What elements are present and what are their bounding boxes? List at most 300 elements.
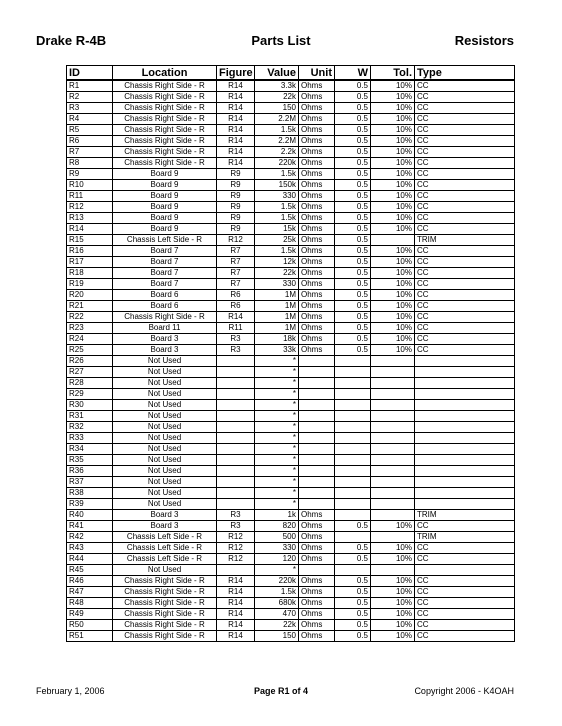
table-row	[67, 510, 515, 521]
cell-figure: R7	[217, 257, 255, 268]
cell-value: 22k	[255, 268, 299, 279]
cell-unit	[299, 466, 335, 477]
cell-w: 0.5	[335, 224, 371, 235]
cell-w: 0.5	[335, 180, 371, 191]
cell-location: Chassis Right Side - R	[113, 92, 217, 103]
cell-type	[415, 466, 515, 477]
cell-tol: 10%	[371, 246, 415, 257]
cell-tol	[371, 367, 415, 378]
cell-figure: R11	[217, 323, 255, 334]
table-row	[67, 147, 515, 158]
cell-id: R46	[67, 576, 113, 587]
cell-type	[415, 444, 515, 455]
cell-value: 12k	[255, 257, 299, 268]
cell-tol	[371, 488, 415, 499]
cell-location: Not Used	[113, 455, 217, 466]
table-row	[67, 433, 515, 444]
cell-figure: R12	[217, 554, 255, 565]
cell-type: CC	[415, 620, 515, 631]
cell-w: 0.5	[335, 136, 371, 147]
cell-location: Board 7	[113, 257, 217, 268]
cell-location: Not Used	[113, 488, 217, 499]
table-row	[67, 455, 515, 466]
cell-location: Not Used	[113, 400, 217, 411]
cell-unit: Ohms	[299, 169, 335, 180]
table-row	[67, 92, 515, 103]
cell-id: R10	[67, 180, 113, 191]
cell-figure	[217, 444, 255, 455]
cell-type: CC	[415, 191, 515, 202]
table-row	[67, 532, 515, 543]
cell-tol: 10%	[371, 279, 415, 290]
cell-unit: Ohms	[299, 312, 335, 323]
cell-id: R35	[67, 455, 113, 466]
cell-location: Board 11	[113, 323, 217, 334]
cell-type	[415, 400, 515, 411]
cell-type: CC	[415, 158, 515, 169]
cell-tol: 10%	[371, 268, 415, 279]
cell-id: R32	[67, 422, 113, 433]
table-row	[67, 543, 515, 554]
cell-type: CC	[415, 521, 515, 532]
cell-figure: R14	[217, 631, 255, 642]
cell-type	[415, 411, 515, 422]
cell-figure	[217, 565, 255, 576]
cell-location: Chassis Right Side - R	[113, 598, 217, 609]
table-row	[67, 103, 515, 114]
cell-w	[335, 433, 371, 444]
cell-location: Board 3	[113, 521, 217, 532]
cell-location: Chassis Right Side - R	[113, 80, 217, 92]
table-row	[67, 389, 515, 400]
cell-tol	[371, 532, 415, 543]
cell-location: Not Used	[113, 389, 217, 400]
cell-figure: R14	[217, 620, 255, 631]
cell-figure: R14	[217, 136, 255, 147]
cell-value: 2.2M	[255, 136, 299, 147]
cell-tol: 10%	[371, 609, 415, 620]
table-row	[67, 323, 515, 334]
cell-id: R20	[67, 290, 113, 301]
cell-value: *	[255, 411, 299, 422]
cell-w: 0.5	[335, 521, 371, 532]
cell-type: CC	[415, 543, 515, 554]
cell-id: R4	[67, 114, 113, 125]
cell-value: 500	[255, 532, 299, 543]
cell-unit: Ohms	[299, 510, 335, 521]
cell-value: 1M	[255, 312, 299, 323]
cell-unit: Ohms	[299, 631, 335, 642]
cell-id: R15	[67, 235, 113, 246]
cell-location: Not Used	[113, 356, 217, 367]
col-header-tol: Tol.	[371, 66, 415, 81]
cell-unit: Ohms	[299, 246, 335, 257]
cell-w	[335, 466, 371, 477]
table-header-row	[67, 66, 515, 81]
cell-location: Board 3	[113, 334, 217, 345]
cell-w	[335, 499, 371, 510]
cell-w	[335, 422, 371, 433]
cell-location: Not Used	[113, 411, 217, 422]
cell-figure: R14	[217, 80, 255, 92]
cell-w: 0.5	[335, 158, 371, 169]
cell-unit	[299, 455, 335, 466]
cell-value: 330	[255, 191, 299, 202]
cell-tol	[371, 235, 415, 246]
cell-location: Not Used	[113, 466, 217, 477]
cell-type: CC	[415, 345, 515, 356]
cell-unit: Ohms	[299, 114, 335, 125]
cell-type	[415, 455, 515, 466]
cell-tol	[371, 444, 415, 455]
col-header-w: W	[335, 66, 371, 81]
cell-figure: R14	[217, 92, 255, 103]
cell-type: CC	[415, 136, 515, 147]
table-row	[67, 180, 515, 191]
cell-id: R19	[67, 279, 113, 290]
cell-value: 1M	[255, 301, 299, 312]
cell-location: Chassis Right Side - R	[113, 587, 217, 598]
cell-figure: R9	[217, 224, 255, 235]
cell-figure	[217, 356, 255, 367]
cell-id: R3	[67, 103, 113, 114]
cell-value: 120	[255, 554, 299, 565]
cell-unit	[299, 389, 335, 400]
cell-unit: Ohms	[299, 257, 335, 268]
table-row	[67, 279, 515, 290]
cell-value: 680k	[255, 598, 299, 609]
cell-unit: Ohms	[299, 125, 335, 136]
cell-unit	[299, 422, 335, 433]
document-title: Drake R-4B	[36, 33, 107, 48]
cell-figure: R12	[217, 532, 255, 543]
cell-w	[335, 378, 371, 389]
cell-id: R33	[67, 433, 113, 444]
cell-value: 150	[255, 103, 299, 114]
cell-figure: R6	[217, 290, 255, 301]
cell-w: 0.5	[335, 543, 371, 554]
cell-location: Not Used	[113, 444, 217, 455]
cell-id: R47	[67, 587, 113, 598]
cell-value: 18k	[255, 334, 299, 345]
cell-figure: R14	[217, 587, 255, 598]
cell-value: *	[255, 455, 299, 466]
cell-figure: R14	[217, 114, 255, 125]
cell-id: R21	[67, 301, 113, 312]
cell-unit	[299, 499, 335, 510]
cell-type: TRIM	[415, 235, 515, 246]
cell-unit: Ohms	[299, 620, 335, 631]
cell-figure	[217, 433, 255, 444]
section-title: Resistors	[454, 33, 514, 48]
cell-unit: Ohms	[299, 158, 335, 169]
footer-date: February 1, 2006	[36, 686, 105, 696]
cell-figure: R9	[217, 180, 255, 191]
cell-unit: Ohms	[299, 532, 335, 543]
cell-location: Board 9	[113, 202, 217, 213]
cell-w: 0.5	[335, 312, 371, 323]
cell-id: R23	[67, 323, 113, 334]
cell-type: CC	[415, 80, 515, 92]
table-row	[67, 598, 515, 609]
cell-id: R2	[67, 92, 113, 103]
cell-w: 0.5	[335, 80, 371, 92]
cell-unit: Ohms	[299, 543, 335, 554]
cell-value: 15k	[255, 224, 299, 235]
cell-id: R14	[67, 224, 113, 235]
cell-type	[415, 422, 515, 433]
cell-w: 0.5	[335, 169, 371, 180]
cell-value: 220k	[255, 158, 299, 169]
cell-id: R8	[67, 158, 113, 169]
table-row	[67, 125, 515, 136]
cell-id: R40	[67, 510, 113, 521]
table-row	[67, 345, 515, 356]
col-header-unit: Unit	[299, 66, 335, 81]
table-row	[67, 224, 515, 235]
cell-location: Board 3	[113, 510, 217, 521]
cell-location: Chassis Left Side - R	[113, 543, 217, 554]
table-row	[67, 422, 515, 433]
cell-value: 1.5k	[255, 213, 299, 224]
col-header-value: Value	[255, 66, 299, 81]
cell-tol: 10%	[371, 631, 415, 642]
table-row	[67, 257, 515, 268]
cell-id: R50	[67, 620, 113, 631]
cell-id: R26	[67, 356, 113, 367]
cell-value: 2.2M	[255, 114, 299, 125]
table-row	[67, 290, 515, 301]
cell-unit: Ohms	[299, 323, 335, 334]
cell-id: R51	[67, 631, 113, 642]
table-row	[67, 411, 515, 422]
cell-type: CC	[415, 587, 515, 598]
cell-location: Chassis Right Side - R	[113, 576, 217, 587]
cell-id: R13	[67, 213, 113, 224]
cell-figure: R14	[217, 576, 255, 587]
cell-w: 0.5	[335, 301, 371, 312]
cell-tol: 10%	[371, 554, 415, 565]
cell-value: 1.5k	[255, 125, 299, 136]
cell-location: Chassis Right Side - R	[113, 158, 217, 169]
cell-tol: 10%	[371, 587, 415, 598]
cell-figure	[217, 389, 255, 400]
cell-type: CC	[415, 268, 515, 279]
cell-value: 330	[255, 543, 299, 554]
cell-figure: R6	[217, 301, 255, 312]
cell-type: CC	[415, 631, 515, 642]
cell-unit: Ohms	[299, 598, 335, 609]
cell-w	[335, 411, 371, 422]
cell-value: 330	[255, 279, 299, 290]
cell-location: Chassis Right Side - R	[113, 620, 217, 631]
cell-tol: 10%	[371, 213, 415, 224]
cell-figure: R3	[217, 510, 255, 521]
cell-tol	[371, 422, 415, 433]
cell-value: 820	[255, 521, 299, 532]
cell-w: 0.5	[335, 92, 371, 103]
cell-id: R18	[67, 268, 113, 279]
cell-value: *	[255, 499, 299, 510]
cell-type	[415, 378, 515, 389]
cell-unit: Ohms	[299, 80, 335, 92]
cell-id: R25	[67, 345, 113, 356]
cell-tol: 10%	[371, 114, 415, 125]
cell-tol: 10%	[371, 576, 415, 587]
cell-type: CC	[415, 213, 515, 224]
cell-figure: R3	[217, 345, 255, 356]
cell-figure: R12	[217, 235, 255, 246]
cell-w: 0.5	[335, 323, 371, 334]
cell-location: Not Used	[113, 477, 217, 488]
table-row	[67, 312, 515, 323]
cell-unit	[299, 356, 335, 367]
cell-unit: Ohms	[299, 576, 335, 587]
table-row	[67, 631, 515, 642]
table-row	[67, 477, 515, 488]
cell-figure: R9	[217, 202, 255, 213]
table-row	[67, 202, 515, 213]
table-row	[67, 235, 515, 246]
cell-type	[415, 488, 515, 499]
cell-id: R6	[67, 136, 113, 147]
cell-value: *	[255, 356, 299, 367]
cell-type: CC	[415, 92, 515, 103]
document-subtitle: Parts List	[251, 33, 311, 48]
cell-type: CC	[415, 609, 515, 620]
cell-w: 0.5	[335, 191, 371, 202]
cell-w: 0.5	[335, 587, 371, 598]
cell-figure	[217, 367, 255, 378]
cell-id: R31	[67, 411, 113, 422]
cell-type: TRIM	[415, 532, 515, 543]
cell-w: 0.5	[335, 202, 371, 213]
cell-w: 0.5	[335, 235, 371, 246]
cell-w: 0.5	[335, 576, 371, 587]
cell-type: CC	[415, 334, 515, 345]
table-row	[67, 268, 515, 279]
cell-value: 150k	[255, 180, 299, 191]
cell-unit	[299, 411, 335, 422]
cell-unit	[299, 378, 335, 389]
cell-location: Board 7	[113, 268, 217, 279]
cell-id: R22	[67, 312, 113, 323]
cell-figure: R14	[217, 147, 255, 158]
cell-unit	[299, 488, 335, 499]
cell-tol	[371, 455, 415, 466]
cell-unit: Ohms	[299, 202, 335, 213]
cell-tol: 10%	[371, 158, 415, 169]
cell-id: R45	[67, 565, 113, 576]
cell-type	[415, 389, 515, 400]
cell-value: 25k	[255, 235, 299, 246]
cell-unit: Ohms	[299, 136, 335, 147]
cell-tol	[371, 499, 415, 510]
cell-figure: R14	[217, 598, 255, 609]
cell-unit	[299, 400, 335, 411]
table-row	[67, 466, 515, 477]
cell-location: Not Used	[113, 499, 217, 510]
cell-id: R9	[67, 169, 113, 180]
cell-type: CC	[415, 114, 515, 125]
cell-unit	[299, 565, 335, 576]
cell-unit: Ohms	[299, 345, 335, 356]
cell-location: Chassis Right Side - R	[113, 114, 217, 125]
footer-copyright: Copyright 2006 - K4OAH	[414, 686, 514, 696]
cell-tol: 10%	[371, 191, 415, 202]
cell-figure: R3	[217, 334, 255, 345]
table-row	[67, 158, 515, 169]
cell-id: R5	[67, 125, 113, 136]
cell-type: CC	[415, 202, 515, 213]
cell-w: 0.5	[335, 125, 371, 136]
cell-type: CC	[415, 301, 515, 312]
cell-unit: Ohms	[299, 587, 335, 598]
cell-w: 0.5	[335, 598, 371, 609]
cell-type: CC	[415, 290, 515, 301]
table-row	[67, 609, 515, 620]
cell-value: *	[255, 466, 299, 477]
cell-w: 0.5	[335, 631, 371, 642]
cell-w	[335, 400, 371, 411]
cell-tol: 10%	[371, 224, 415, 235]
cell-location: Chassis Left Side - R	[113, 532, 217, 543]
cell-location: Chassis Right Side - R	[113, 312, 217, 323]
cell-figure	[217, 411, 255, 422]
cell-figure: R14	[217, 103, 255, 114]
cell-tol: 10%	[371, 125, 415, 136]
cell-tol: 10%	[371, 180, 415, 191]
cell-type: CC	[415, 312, 515, 323]
cell-figure	[217, 499, 255, 510]
footer-page-number: Page R1 of 4	[253, 686, 309, 696]
cell-unit: Ohms	[299, 554, 335, 565]
table-row	[67, 587, 515, 598]
cell-unit	[299, 477, 335, 488]
cell-w: 0.5	[335, 257, 371, 268]
cell-figure	[217, 466, 255, 477]
cell-id: R12	[67, 202, 113, 213]
cell-w: 0.5	[335, 246, 371, 257]
cell-tol: 10%	[371, 136, 415, 147]
table-row	[67, 565, 515, 576]
table-row	[67, 136, 515, 147]
table-row	[67, 356, 515, 367]
cell-type: CC	[415, 224, 515, 235]
cell-unit: Ohms	[299, 235, 335, 246]
cell-unit	[299, 444, 335, 455]
cell-location: Board 9	[113, 180, 217, 191]
cell-id: R29	[67, 389, 113, 400]
cell-tol: 10%	[371, 334, 415, 345]
col-header-location: Location	[113, 66, 217, 81]
cell-location: Chassis Right Side - R	[113, 631, 217, 642]
table-row	[67, 620, 515, 631]
table-row	[67, 576, 515, 587]
cell-type	[415, 477, 515, 488]
cell-tol	[371, 433, 415, 444]
cell-figure: R14	[217, 125, 255, 136]
cell-figure: R9	[217, 191, 255, 202]
cell-id: R42	[67, 532, 113, 543]
cell-figure: R14	[217, 158, 255, 169]
cell-value: 33k	[255, 345, 299, 356]
cell-value: 1.5k	[255, 246, 299, 257]
cell-unit: Ohms	[299, 279, 335, 290]
cell-tol	[371, 400, 415, 411]
table-row	[67, 367, 515, 378]
cell-w: 0.5	[335, 268, 371, 279]
